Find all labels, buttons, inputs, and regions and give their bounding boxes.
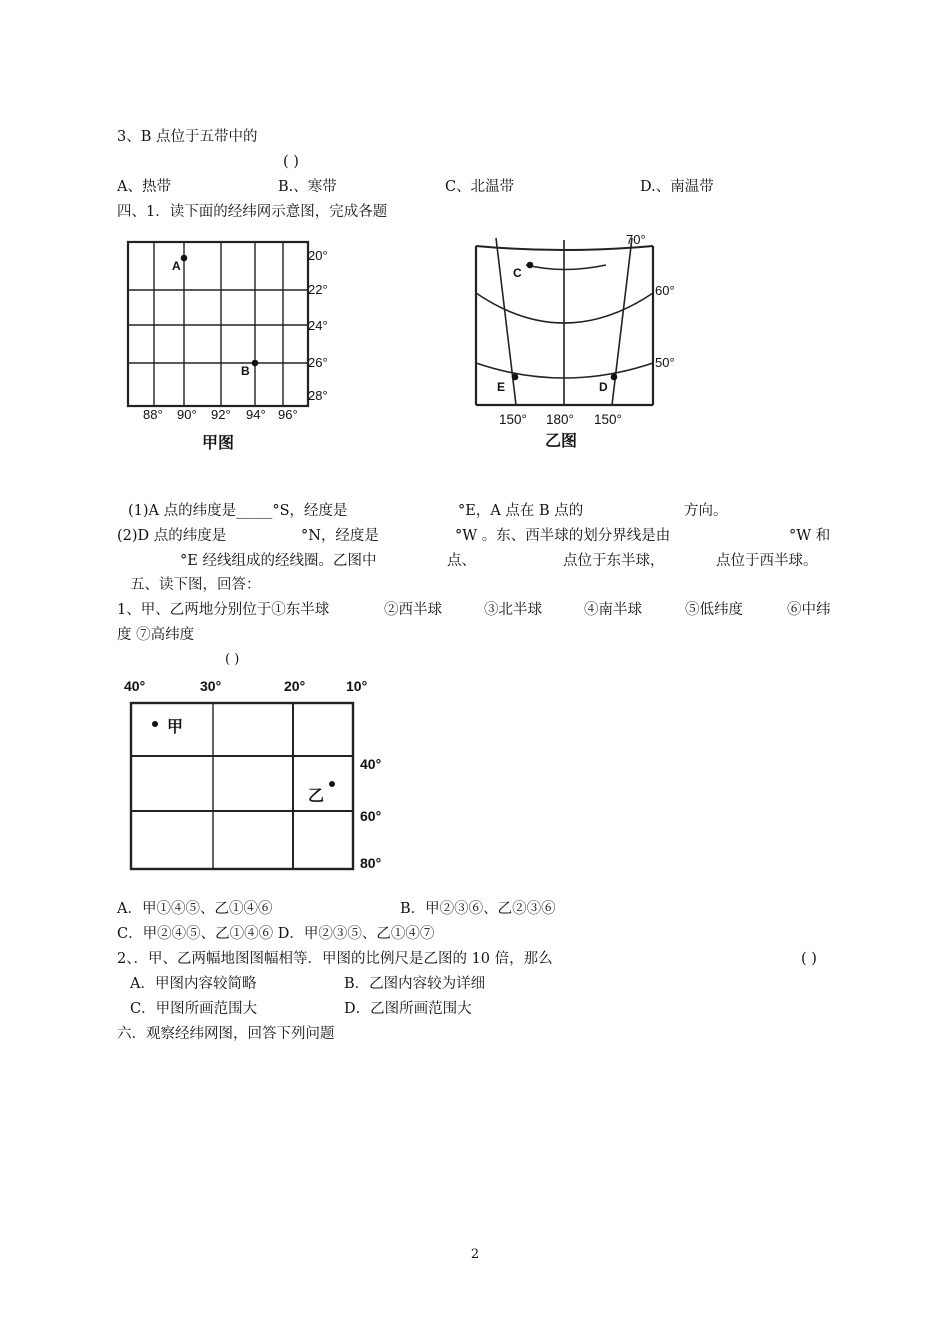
section-4-heading: 四、1．读下面的经纬网示意图，完成各题 bbox=[117, 204, 388, 220]
q5-1-line1-d: ④南半球 bbox=[584, 602, 642, 618]
q3-answer-paren: ( ) bbox=[283, 154, 299, 170]
q5-2-answer-paren: ( ) bbox=[801, 951, 817, 967]
lon-label: 96° bbox=[278, 407, 298, 422]
q5-2-stem: 2、．甲、乙两幅地图图幅相等．甲图的比例尺是乙图的 10 倍，那么 bbox=[117, 951, 553, 967]
q4-1-part-b: °E，A 点在 B 点的 bbox=[458, 503, 584, 519]
lon-label: 150° bbox=[499, 412, 527, 427]
lat-label: 24° bbox=[308, 318, 328, 333]
point-a-dot bbox=[181, 255, 188, 262]
point-d-dot bbox=[611, 374, 618, 381]
lon-label: 40° bbox=[124, 678, 146, 694]
q4-2-part-a: (2)D 点的纬度是 bbox=[117, 528, 227, 544]
q4-2-part-h: 点位于西半球。 bbox=[716, 553, 818, 569]
lon-label: 92° bbox=[211, 407, 231, 422]
q5-2-option-b: B．乙图内容较为详细 bbox=[344, 976, 486, 992]
q5-1-answer-paren: ( ) bbox=[225, 652, 240, 667]
q3-option-a: A、热带 bbox=[117, 179, 171, 195]
q4-1-part-a: (1)A 点的纬度是_____°S，经度是 bbox=[128, 503, 348, 519]
lat-label: 26° bbox=[308, 355, 328, 370]
lat-label: 40° bbox=[360, 756, 382, 772]
q4-2-part-d: °W 和 bbox=[789, 528, 831, 544]
lat-label: 60° bbox=[655, 283, 675, 298]
point-jia-label: 甲 bbox=[167, 719, 184, 736]
q5-2-option-c: C．甲图所画范围大 bbox=[130, 1001, 258, 1017]
lat-label: 60° bbox=[360, 808, 382, 824]
q5-1-line1-e: ⑤低纬度 bbox=[685, 602, 743, 618]
q3-stem: 3、B 点位于五带中的 bbox=[117, 129, 258, 145]
q5-1-line1-f: ⑥中纬 bbox=[787, 602, 831, 618]
lat-label: 80° bbox=[360, 855, 382, 871]
q4-2-part-b: °N，经度是 bbox=[301, 528, 379, 544]
q4-1-part-c: 方向。 bbox=[684, 503, 728, 519]
q4-2-part-e: °E 经线组成的经线圈。乙图中 bbox=[180, 553, 377, 569]
lat-label: 22° bbox=[308, 282, 328, 297]
point-d-label: D bbox=[599, 380, 608, 394]
lon-label: 180° bbox=[546, 412, 574, 427]
q5-1-option-b: B．甲②③⑥、乙②③⑥ bbox=[400, 901, 556, 917]
point-a-label: A bbox=[172, 259, 181, 273]
q4-2-part-c: °W 。东、西半球的划分界线是由 bbox=[455, 528, 671, 544]
point-c-dot bbox=[527, 262, 534, 269]
q5-2-option-d: D．乙图所画范围大 bbox=[344, 1001, 472, 1017]
lon-label: 150° bbox=[594, 412, 622, 427]
q3-option-d: D.、南温带 bbox=[640, 179, 714, 195]
point-e-label: E bbox=[497, 380, 506, 394]
q4-2-part-g: 点位于东半球， bbox=[563, 553, 665, 569]
q5-1-line1-b: ②西半球 bbox=[384, 602, 442, 618]
q5-1-option-cd: C．甲②④⑤、乙①④⑥ D．甲②③⑤、乙①④⑦ bbox=[117, 926, 435, 942]
q3-option-b: B.、寒带 bbox=[278, 179, 337, 195]
q5-2-option-a: A．甲图内容较简略 bbox=[130, 976, 257, 992]
lon-label: 90° bbox=[177, 407, 197, 422]
q5-1-line2: 度 ⑦高纬度 bbox=[117, 627, 195, 643]
lat-label: 20° bbox=[308, 248, 328, 263]
q5-1-line1-a: 1、甲、乙两地分别位于①东半球 bbox=[117, 602, 330, 618]
point-c-label: C bbox=[513, 266, 522, 280]
lon-label: 88° bbox=[143, 407, 163, 422]
lat-label: 70° bbox=[626, 232, 646, 247]
lat-label: 28° bbox=[308, 388, 328, 403]
section-6-heading: 六．观察经纬网图，回答下列问题 bbox=[117, 1026, 335, 1042]
q4-2-part-f: 点、 bbox=[447, 553, 476, 569]
q3-option-c: C、北温带 bbox=[445, 179, 515, 195]
lon-label: 94° bbox=[246, 407, 266, 422]
figure-jia-caption: 甲图 bbox=[202, 435, 235, 452]
section-5-heading: 五、读下图，回答： bbox=[130, 577, 261, 593]
point-e-dot bbox=[512, 374, 519, 381]
lon-label: 30° bbox=[200, 678, 222, 694]
figure-sec5-grid-map bbox=[118, 670, 398, 880]
lon-label: 10° bbox=[346, 678, 368, 694]
q5-1-option-a: A．甲①④⑤、乙①④⑥ bbox=[117, 901, 273, 917]
lon-label: 20° bbox=[284, 678, 306, 694]
point-b-dot bbox=[252, 360, 259, 367]
lat-label: 50° bbox=[655, 355, 675, 370]
point-jia-dot bbox=[152, 721, 158, 727]
q5-1-line1-c: ③北半球 bbox=[484, 602, 542, 618]
point-yi-label: 乙 bbox=[308, 788, 325, 805]
point-b-label: B bbox=[241, 364, 250, 378]
point-yi-dot bbox=[329, 781, 335, 787]
page-number: 2 bbox=[470, 1247, 480, 1262]
figure-jia-grid-map bbox=[118, 232, 348, 457]
figure-yi-caption: 乙图 bbox=[545, 433, 578, 450]
figure-yi-grid-map bbox=[466, 228, 696, 456]
